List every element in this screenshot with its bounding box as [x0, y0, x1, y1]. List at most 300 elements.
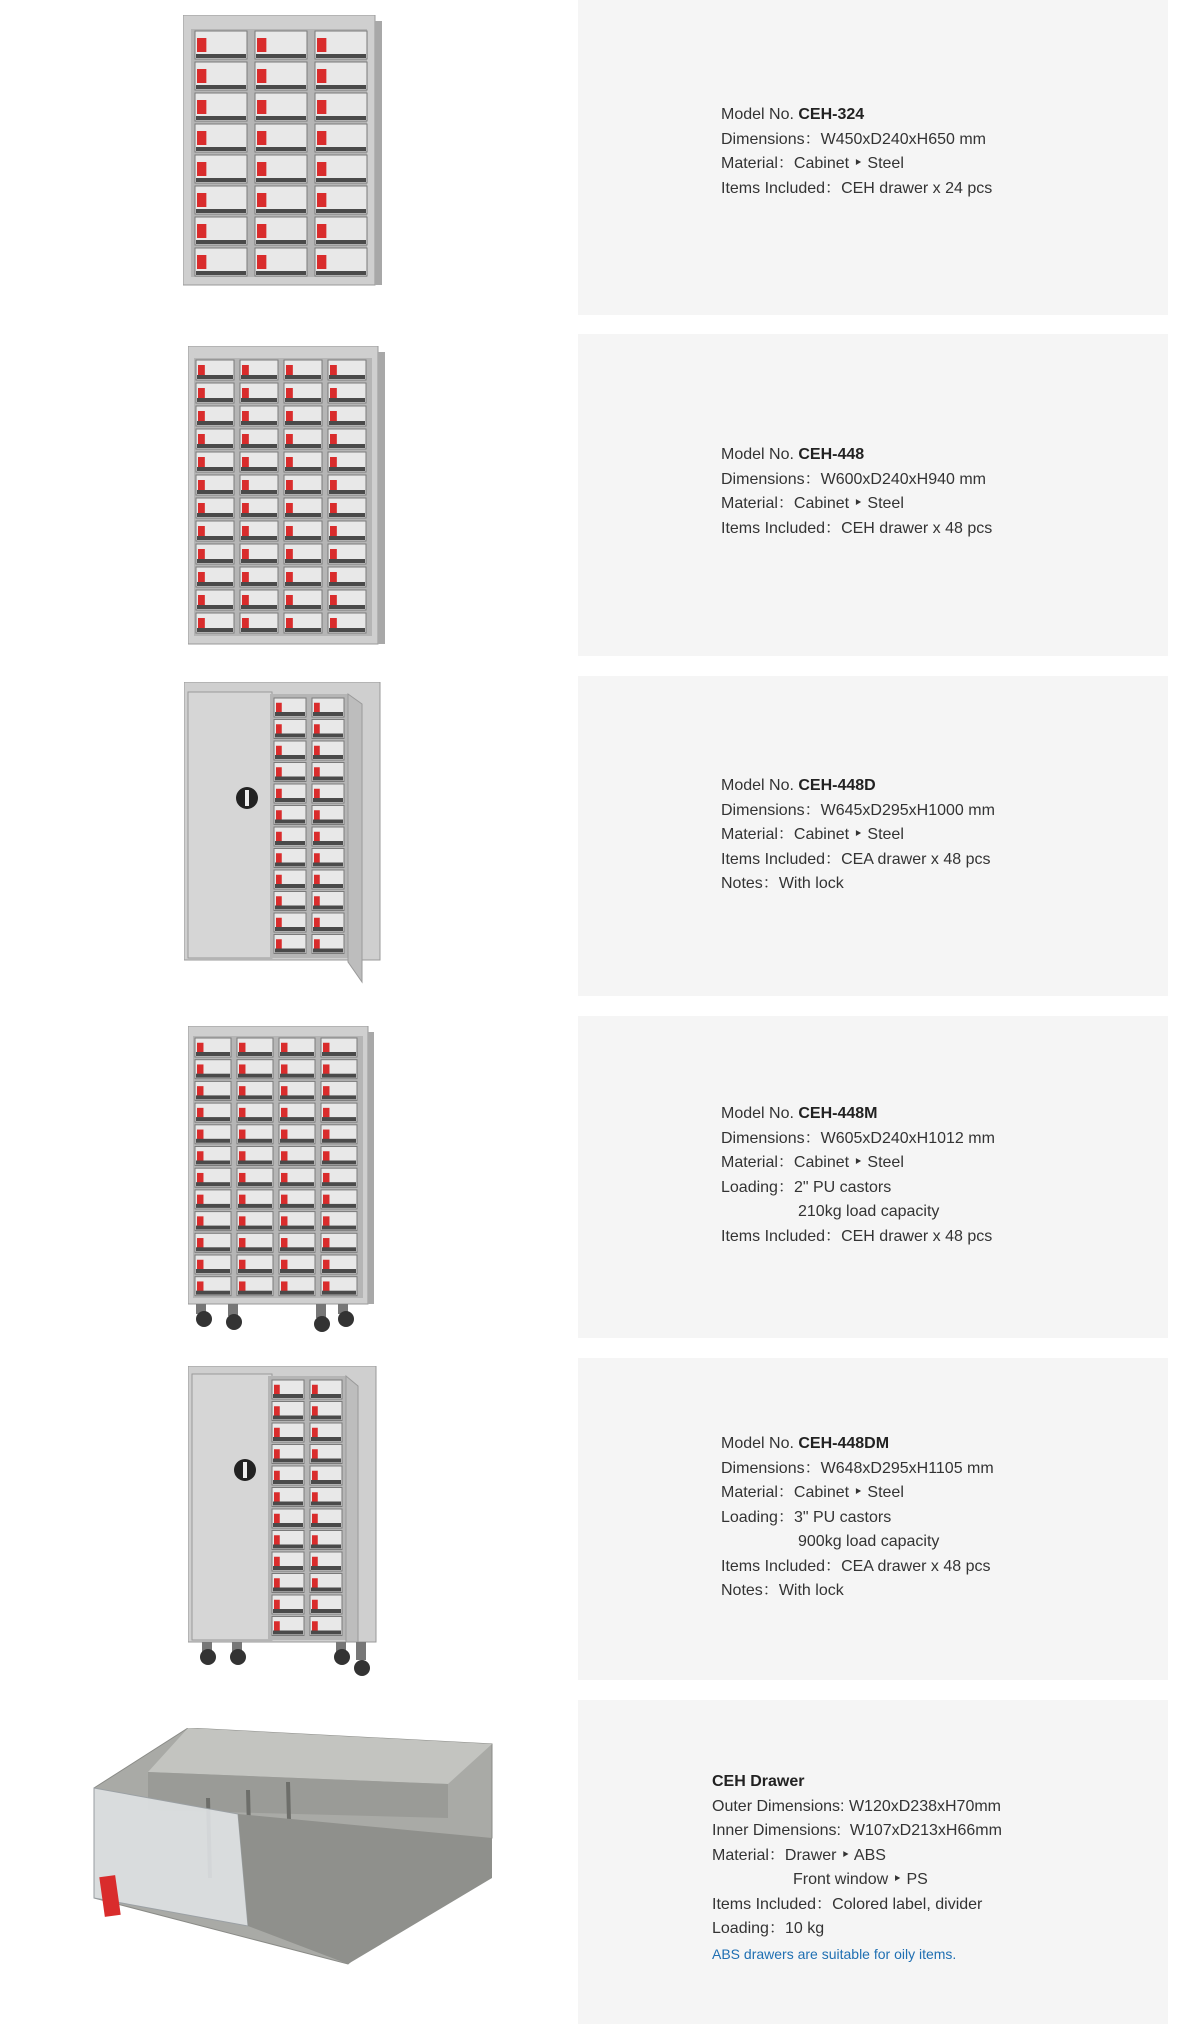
drawer-label-icon	[286, 595, 293, 605]
drawer-shadow	[238, 1226, 272, 1230]
material-label: Material：	[721, 826, 794, 843]
drawer-shadow	[285, 628, 321, 632]
drawer-shadow	[197, 536, 233, 540]
product-panel-ceh-448m	[578, 1016, 1168, 1338]
drawer-shadow	[280, 1204, 314, 1208]
drawer-label-icon	[286, 434, 293, 444]
dimensions-label: Dimensions：	[721, 470, 821, 488]
drawer-shadow	[241, 628, 277, 632]
drawer-label-icon	[312, 1578, 318, 1588]
items-value: CEA drawer x 48 pcs	[841, 1557, 991, 1575]
drawer-shadow	[285, 559, 321, 563]
drawer-label-icon	[239, 1043, 245, 1053]
loading-value: 10 kg	[784, 1920, 825, 1937]
drawer-shadow	[273, 1502, 303, 1506]
drawer-label-icon	[312, 1557, 318, 1567]
drawer-label-icon	[274, 1514, 280, 1524]
drawer-shadow	[241, 605, 277, 609]
drawer-shadow	[285, 421, 321, 425]
drawer-shadow	[275, 841, 305, 845]
drawer-shadow	[316, 85, 366, 89]
oily-items-note: ABS drawers are suitable for oily items.	[712, 1945, 957, 1962]
drawer-shadow	[241, 536, 277, 540]
drawer-shadow	[238, 1052, 272, 1056]
drawer-label-icon	[198, 457, 205, 467]
drawer-label-icon	[198, 526, 205, 536]
drawer-label-icon	[323, 1173, 329, 1183]
drawer-label-icon	[312, 1621, 318, 1631]
items-value: CEA drawer x 48 pcs	[841, 850, 991, 868]
drawer-shadow	[275, 884, 305, 888]
drawer-shadow	[313, 906, 343, 910]
drawer-label-icon	[317, 69, 326, 83]
drawer-label-icon	[314, 918, 320, 928]
drawer-label-icon	[323, 1216, 329, 1226]
drawer-label-icon	[276, 810, 282, 820]
model-label: Model No.	[721, 1435, 794, 1452]
loading-value: 3" PU castors	[793, 1508, 892, 1526]
drawer-label-icon	[257, 224, 266, 238]
drawer-label-icon	[281, 1281, 287, 1291]
drawer-label-icon	[274, 1406, 280, 1416]
drawer-shadow	[196, 209, 246, 213]
model-number: CEH-324	[798, 106, 865, 123]
drawer-shadow	[275, 863, 305, 867]
drawer-label-icon	[276, 703, 282, 713]
drawer-shadow	[316, 209, 366, 213]
drawer-label-icon	[286, 457, 293, 467]
drawer-label-icon	[239, 1216, 245, 1226]
drawer-label-icon	[242, 434, 249, 444]
drawer-label-icon	[312, 1449, 318, 1459]
items-label: Items Included：	[721, 179, 842, 197]
items-value: CEH drawer x 48 pcs	[841, 519, 993, 537]
drawer-label-icon	[323, 1130, 329, 1140]
drawer-shadow	[329, 467, 365, 471]
cabinet-illustration	[188, 1366, 388, 1680]
drawer-shadow	[329, 582, 365, 586]
drawer-label-icon	[281, 1108, 287, 1118]
drawer-shadow	[311, 1480, 341, 1484]
drawer-shadow	[322, 1139, 356, 1143]
items-label: Items Included：	[712, 1895, 833, 1913]
drawer-shadow	[316, 116, 366, 120]
drawer-label-icon	[198, 411, 205, 421]
drawer-title: CEH Drawer	[712, 1773, 805, 1790]
drawer-label-icon	[281, 1260, 287, 1270]
drawer-label-icon	[198, 365, 205, 375]
drawer-shadow	[241, 513, 277, 517]
drawer-label-icon	[314, 746, 320, 756]
drawer-label-icon	[276, 789, 282, 799]
items-label: Items Included：	[721, 519, 842, 537]
drawer-label-icon	[330, 480, 337, 490]
drawer-label-icon	[274, 1535, 280, 1545]
product-row-ceh-448d	[0, 676, 1198, 996]
drawer-shadow	[313, 927, 343, 931]
drawer-shadow	[322, 1161, 356, 1165]
drawer-label-icon	[257, 100, 266, 114]
drawer-label-icon	[312, 1492, 318, 1502]
drawer-shadow	[241, 490, 277, 494]
drawer-shadow	[313, 777, 343, 781]
drawer-label-icon	[330, 457, 337, 467]
drawer-shadow	[197, 628, 233, 632]
drawer-shadow	[285, 444, 321, 448]
drawer-shadow	[256, 54, 306, 58]
drawer-shadow	[273, 1523, 303, 1527]
product-panel-ceh-drawer	[578, 1700, 1168, 2024]
drawer-shadow	[311, 1566, 341, 1570]
product-image-ceh-448	[188, 346, 388, 646]
drawer-label-icon	[312, 1514, 318, 1524]
model-label: Model No.	[721, 777, 794, 794]
drawer-label-icon	[242, 388, 249, 398]
items-label: Items Included：	[721, 850, 842, 868]
drawer-shadow	[196, 1117, 230, 1121]
drawer-label-icon	[242, 526, 249, 536]
drawer-shadow	[313, 712, 343, 716]
model-number: CEH-448D	[798, 777, 876, 794]
drawer-shadow	[256, 116, 306, 120]
drawer-shadow	[196, 1095, 230, 1099]
drawer-shadow	[273, 1545, 303, 1549]
drawer-label-icon	[274, 1428, 280, 1438]
product-image-ceh-448dm	[188, 1366, 388, 1680]
drawer-label-icon	[198, 572, 205, 582]
drawer-shadow	[285, 398, 321, 402]
drawer-shadow	[313, 949, 343, 953]
drawer-label-icon	[242, 457, 249, 467]
material-label: Material：	[712, 1846, 785, 1864]
drawer-label-icon	[330, 618, 337, 628]
drawer-label-icon	[242, 480, 249, 490]
drawer-label-icon	[323, 1108, 329, 1118]
drawer-shadow	[275, 712, 305, 716]
drawer-shadow	[241, 582, 277, 586]
drawer-shadow	[313, 734, 343, 738]
drawer-label-icon	[276, 918, 282, 928]
drawer-label-icon	[197, 131, 206, 145]
drawer-label-icon	[239, 1260, 245, 1270]
drawer-shadow	[238, 1247, 272, 1251]
drawer-label-icon	[281, 1151, 287, 1161]
drawer-label-icon	[323, 1151, 329, 1161]
drawer-label-icon	[197, 1260, 203, 1270]
castor-icon	[196, 1304, 354, 1332]
drawer-label-icon	[286, 411, 293, 421]
drawer-shadow	[329, 559, 365, 563]
model-number: CEH-448M	[798, 1105, 878, 1122]
drawer-shadow	[273, 1631, 303, 1635]
drawer-shadow	[238, 1139, 272, 1143]
material-label: Material：	[721, 155, 794, 172]
model-number: CEH-448	[798, 446, 865, 463]
drawer-label-icon	[242, 411, 249, 421]
drawer-shadow	[280, 1052, 314, 1056]
drawer-label-icon	[239, 1173, 245, 1183]
drawer-shadow	[197, 559, 233, 563]
drawer-shadow	[313, 820, 343, 824]
product-specs	[721, 443, 992, 541]
drawer-label-icon	[197, 1238, 203, 1248]
drawer-label-icon	[274, 1578, 280, 1588]
drawer-label-icon	[330, 549, 337, 559]
drawer-label-icon	[198, 388, 205, 398]
drawer-shadow	[197, 605, 233, 609]
drawer-shadow	[238, 1074, 272, 1078]
product-specs	[721, 103, 992, 201]
drawer-shadow	[273, 1480, 303, 1484]
material-value: Cabinet ‣ Steel	[793, 826, 904, 843]
drawer-label-icon	[197, 1130, 203, 1140]
drawer-shadow	[329, 513, 365, 517]
drawer-label-icon	[281, 1173, 287, 1183]
drawer-label-icon	[242, 549, 249, 559]
drawer-label-icon	[276, 853, 282, 863]
drawer-label-icon	[281, 1086, 287, 1096]
drawer-shadow	[197, 490, 233, 494]
drawer-shadow	[273, 1566, 303, 1570]
drawer-label-icon	[198, 549, 205, 559]
drawer-label-icon	[330, 526, 337, 536]
drawer-label-icon	[197, 1195, 203, 1205]
drawer-shadow	[275, 927, 305, 931]
drawer-shadow	[285, 467, 321, 471]
drawer-label-icon	[239, 1130, 245, 1140]
drawer-shadow	[256, 271, 306, 275]
drawer-shadow	[285, 605, 321, 609]
drawer-label-icon	[312, 1428, 318, 1438]
drawer-shadow	[196, 1226, 230, 1230]
drawer-label-icon	[330, 434, 337, 444]
model-label: Model No.	[721, 1105, 794, 1122]
drawer-shadow	[196, 1269, 230, 1273]
drawer-label-icon	[197, 162, 206, 176]
drawer-label-icon	[197, 38, 206, 52]
drawer-label-icon	[286, 572, 293, 582]
drawer-shadow	[241, 559, 277, 563]
drawer-label-icon	[242, 572, 249, 582]
drawer-label-icon	[197, 1086, 203, 1096]
inner-dimensions-label: Inner Dimensions:	[712, 1822, 841, 1839]
drawer-label-icon	[257, 193, 266, 207]
outer-dimensions-value: W120xD238xH70mm	[848, 1797, 1002, 1815]
drawer-shadow	[196, 1052, 230, 1056]
drawer-shadow	[275, 906, 305, 910]
drawer-shadow	[322, 1269, 356, 1273]
drawer-label-icon	[281, 1195, 287, 1205]
drawer-shadow	[322, 1291, 356, 1295]
product-row-ceh-324	[0, 0, 1198, 315]
dimensions-value: W600xD240xH940 mm	[820, 470, 986, 488]
product-image-ceh-drawer	[88, 1728, 498, 1968]
material-value: Cabinet ‣ Steel	[793, 155, 904, 172]
product-image-ceh-448m	[188, 1026, 388, 1336]
drawer-label-icon	[314, 939, 320, 949]
drawer-label-icon	[239, 1108, 245, 1118]
notes-value: With lock	[778, 875, 844, 892]
inner-dimensions-value: W107xD213xH66mm	[849, 1822, 1002, 1839]
drawer-label-icon	[276, 746, 282, 756]
dimensions-label: Dimensions：	[721, 1459, 821, 1477]
drawer-label-icon	[197, 1064, 203, 1074]
drawer-label-icon	[197, 100, 206, 114]
drawer-shadow	[197, 398, 233, 402]
material-label: Material：	[721, 1484, 794, 1501]
dimensions-label: Dimensions：	[721, 801, 821, 819]
dimensions-value: W450xD240xH650 mm	[820, 130, 986, 148]
drawer-label-icon	[281, 1130, 287, 1140]
drawer-shadow	[241, 467, 277, 471]
drawer-label-icon	[286, 526, 293, 536]
material-label: Material：	[721, 1154, 794, 1171]
drawer-label-icon	[314, 724, 320, 734]
drawer-shadow	[196, 1291, 230, 1295]
drawer-shadow	[280, 1161, 314, 1165]
drawer-label-icon	[197, 69, 206, 83]
drawer-shadow	[311, 1631, 341, 1635]
drawer-shadow	[238, 1095, 272, 1099]
drawer-label-icon	[242, 595, 249, 605]
drawer-label-icon	[274, 1449, 280, 1459]
drawer-label-icon	[323, 1195, 329, 1205]
product-image-ceh-448d	[184, 682, 384, 992]
drawer-label-icon	[239, 1064, 245, 1074]
drawer-shadow	[285, 582, 321, 586]
drawer-shadow	[313, 841, 343, 845]
drawer-label-icon	[312, 1535, 318, 1545]
drawer-shadow	[273, 1394, 303, 1398]
drawer-shadow	[196, 240, 246, 244]
drawer-label-icon	[276, 832, 282, 842]
drawer-label-icon	[314, 703, 320, 713]
items-value: CEH drawer x 24 pcs	[841, 179, 993, 197]
drawer-shadow	[241, 444, 277, 448]
drawer-shadow	[196, 1139, 230, 1143]
drawer-shadow	[196, 1204, 230, 1208]
drawer-shadow	[316, 54, 366, 58]
drawer-label-icon	[323, 1238, 329, 1248]
product-row-ceh-448	[0, 334, 1198, 656]
drawer-label-icon	[198, 595, 205, 605]
drawer-shadow	[273, 1588, 303, 1592]
drawer-label-icon	[276, 724, 282, 734]
drawer-shadow	[285, 375, 321, 379]
drawer-shadow	[313, 863, 343, 867]
drawer-shadow	[197, 513, 233, 517]
cabinet-illustration	[188, 1026, 388, 1336]
drawer-shadow	[275, 798, 305, 802]
drawer-shadow	[196, 1074, 230, 1078]
drawer-shadow	[280, 1182, 314, 1186]
drawer-shadow	[322, 1074, 356, 1078]
product-panel-ceh-448	[578, 334, 1168, 656]
drawer-shadow	[329, 490, 365, 494]
drawer-shadow	[329, 421, 365, 425]
drawer-label-icon	[242, 365, 249, 375]
drawer-shadow	[196, 147, 246, 151]
drawer-shadow	[238, 1117, 272, 1121]
drawer-label-icon	[197, 255, 206, 269]
drawer-label-icon	[274, 1492, 280, 1502]
dimensions-label: Dimensions：	[721, 130, 821, 148]
drawer-label-icon	[239, 1086, 245, 1096]
drawer-shadow	[196, 54, 246, 58]
drawer-label-icon	[323, 1086, 329, 1096]
drawer-shadow	[197, 421, 233, 425]
product-image-ceh-324	[183, 15, 383, 290]
drawer-label-icon	[323, 1281, 329, 1291]
drawer-label-icon	[317, 255, 326, 269]
drawer-shadow	[241, 398, 277, 402]
drawer-label-icon	[317, 100, 326, 114]
drawer-label-icon	[312, 1600, 318, 1610]
drawer-label-icon	[198, 503, 205, 513]
drawer-label-icon	[257, 38, 266, 52]
product-row-ceh-448m	[0, 1016, 1198, 1338]
castor-icon	[200, 1642, 370, 1676]
material-window-value: Front window ‣ PS	[793, 1871, 928, 1888]
drawer-shadow	[273, 1416, 303, 1420]
drawer-shadow	[275, 777, 305, 781]
drawer-label-icon	[239, 1151, 245, 1161]
drawer-shadow	[280, 1139, 314, 1143]
drawer-label-icon	[281, 1043, 287, 1053]
product-panel-ceh-448d	[578, 676, 1168, 996]
drawer-shadow	[329, 398, 365, 402]
drawer-label-icon	[281, 1064, 287, 1074]
drawer-shadow	[311, 1459, 341, 1463]
drawer-label-icon	[274, 1557, 280, 1567]
dimensions-value: W648xD295xH1105 mm	[820, 1459, 994, 1477]
drawer-shadow	[196, 116, 246, 120]
drawer-shadow	[311, 1416, 341, 1420]
drawer-shadow	[196, 1247, 230, 1251]
drawer-label-icon	[274, 1385, 280, 1395]
drawer-shadow	[275, 820, 305, 824]
drawer-label-icon	[317, 162, 326, 176]
drawer-label-icon	[314, 810, 320, 820]
drawer-shadow	[285, 513, 321, 517]
drawer-shadow	[329, 605, 365, 609]
cabinet-illustration	[188, 346, 388, 646]
loading-capacity: 210kg load capacity	[798, 1203, 940, 1220]
material-label: Material：	[721, 495, 794, 512]
drawer-label-icon	[276, 875, 282, 885]
drawer-label-icon	[242, 503, 249, 513]
drawer-shadow	[313, 798, 343, 802]
drawer-shadow	[313, 884, 343, 888]
model-label: Model No.	[721, 446, 794, 463]
drawer-label-icon	[197, 1281, 203, 1291]
drawer-label-icon	[314, 789, 320, 799]
drawer-label-icon	[197, 1173, 203, 1183]
drawer-shadow	[311, 1523, 341, 1527]
drawer-shadow	[322, 1182, 356, 1186]
items-label: Items Included：	[721, 1557, 842, 1575]
product-panel-ceh-324	[578, 0, 1168, 315]
product-specs	[721, 1432, 994, 1604]
drawer-label-icon	[276, 939, 282, 949]
drawer-shadow	[329, 536, 365, 540]
drawer-label-icon	[257, 131, 266, 145]
drawer-label-icon	[317, 131, 326, 145]
dimensions-value: W605xD240xH1012 mm	[820, 1129, 995, 1147]
drawer-shadow	[329, 628, 365, 632]
loading-value: 2" PU castors	[793, 1178, 892, 1196]
dimensions-value: W645xD295xH1000 mm	[820, 801, 995, 819]
